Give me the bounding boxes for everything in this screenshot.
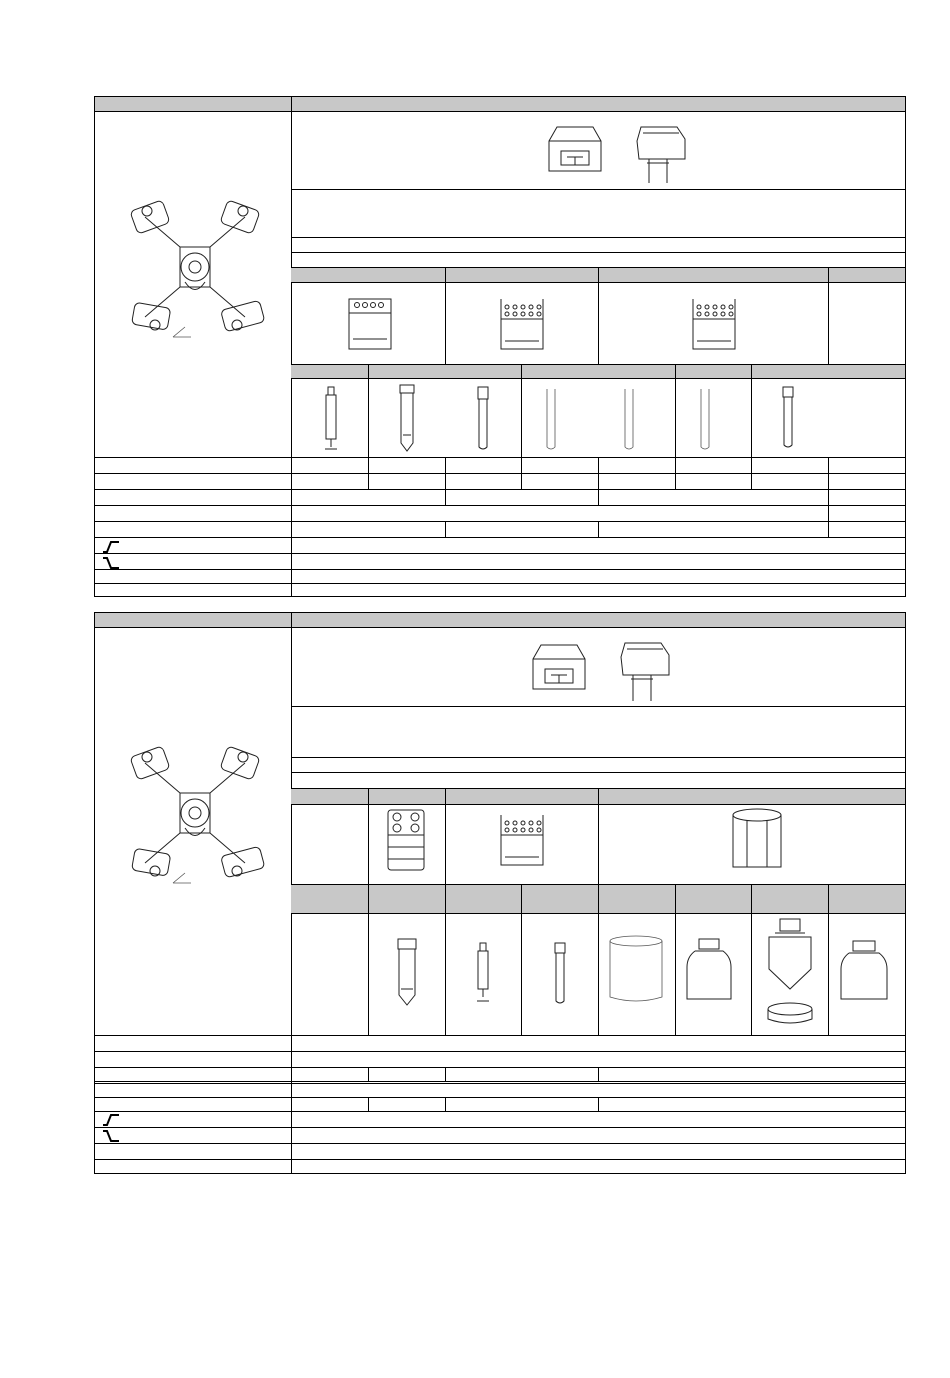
kink-arrow-icon xyxy=(101,556,121,570)
bottle-icon xyxy=(839,939,889,1005)
conical-tube-icon xyxy=(395,937,419,1009)
test-tube-icon xyxy=(623,387,635,453)
round-bucket-icon xyxy=(547,121,603,179)
table-header-row xyxy=(95,613,905,628)
conical-bottle-with-lid-icon xyxy=(763,917,817,1033)
capped-tube-icon xyxy=(553,941,567,1007)
syringe-tube-icon xyxy=(321,385,341,453)
kink-arrow-icon xyxy=(101,540,121,554)
vacutainer-icon xyxy=(475,385,491,453)
axis-mark-icon xyxy=(171,325,193,339)
adapter-rack-20-icon xyxy=(497,295,547,353)
accessory-table-1 xyxy=(94,96,906,597)
axis-mark-icon xyxy=(171,871,193,885)
test-tube-icon xyxy=(699,387,711,453)
adapter-rack-24-icon xyxy=(689,295,739,353)
bottle-icon xyxy=(685,937,733,1005)
kink-arrow-icon xyxy=(101,1129,121,1143)
adapter-rack-6-icon xyxy=(385,807,427,873)
rotor-icon xyxy=(125,197,265,337)
round-bucket-with-lid-icon xyxy=(617,639,673,703)
table-header-row xyxy=(95,97,905,112)
accessory-table-2 xyxy=(94,612,906,1174)
conical-tube-icon xyxy=(397,383,417,455)
adapter-rack-12-icon xyxy=(345,295,395,353)
round-bucket-with-lid-icon xyxy=(633,123,689,185)
kink-arrow-icon xyxy=(101,1113,121,1127)
syringe-tube-icon xyxy=(473,941,493,1005)
test-tube-icon xyxy=(545,387,557,453)
adapter-rack-20-icon xyxy=(497,811,547,869)
bottle-insert-icon xyxy=(729,807,785,873)
capped-tube-icon xyxy=(781,385,795,451)
jar-icon xyxy=(607,933,665,1005)
round-bucket-icon xyxy=(531,639,587,697)
rotor-icon xyxy=(125,743,265,883)
